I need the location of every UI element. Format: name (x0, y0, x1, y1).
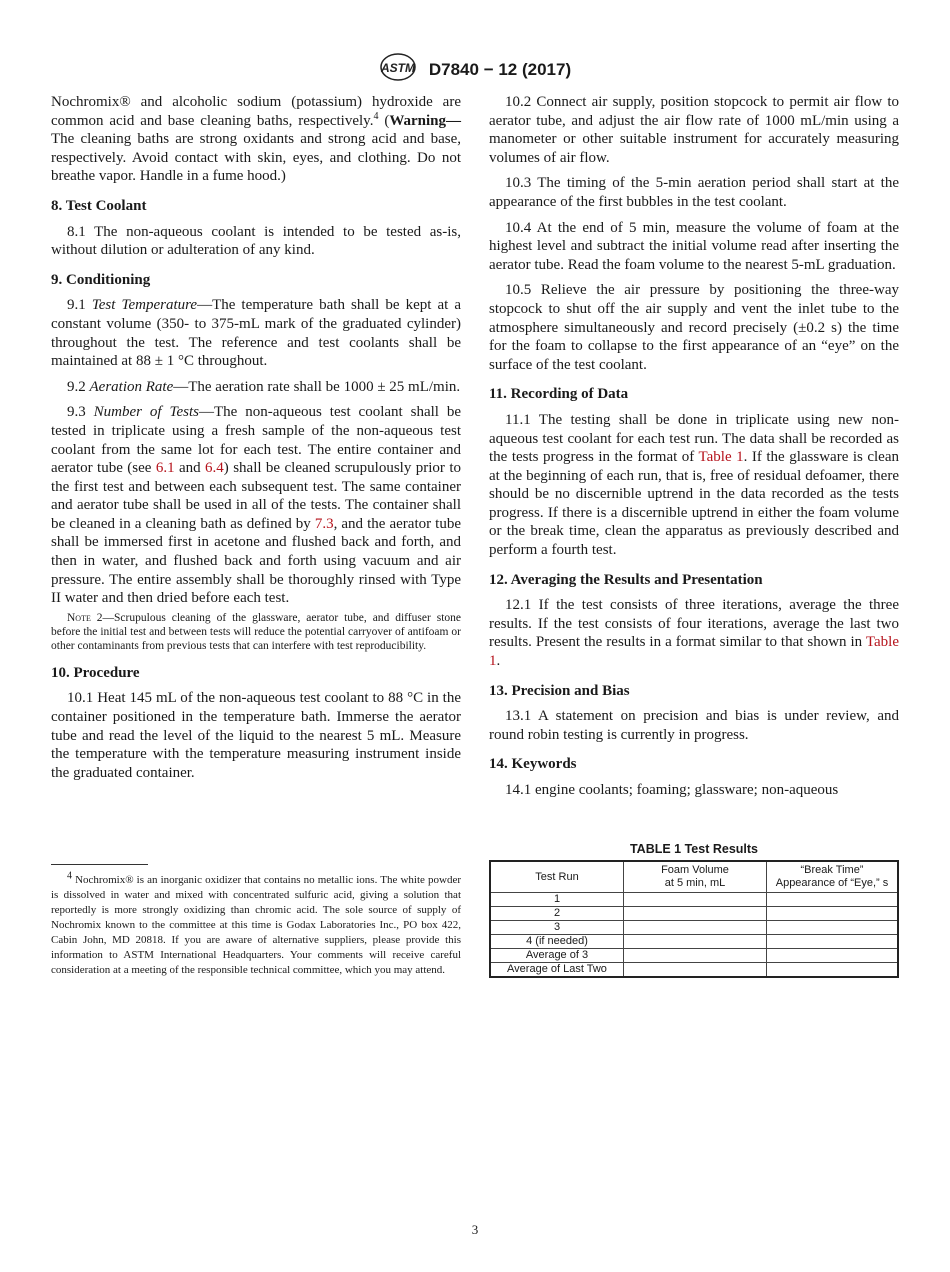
section-heading-8: 8. Test Coolant (51, 197, 147, 214)
table-row: 4 (if needed) (490, 935, 898, 949)
break-time-cell (767, 921, 899, 935)
footnote-divider (51, 864, 148, 865)
link-7-3[interactable]: 7.3 (314, 515, 334, 532)
link-6-4[interactable]: 6.4 (205, 460, 224, 477)
link-table-1[interactable]: Table 1 (698, 449, 744, 466)
foam-volume-cell (624, 893, 767, 907)
section-heading-13: 13. Precision and Bias (489, 682, 630, 699)
break-time-cell (767, 907, 899, 921)
paragraph-10-5: 10.5 Relieve the air pressure by positioning the three-way stopcock to shut off the air supply and vent the inlet tube to the atmosphere simultaneously and record precisely (±0.2 s) the time for the foam to collapse to the first appearance of an “eye” on the surface of the test coolant. (489, 282, 899, 373)
paragraph-9-2: 9.2 Aeration Rate—The aeration rate shall be 1000 ± 25 mL/min. (67, 378, 461, 395)
paragraph-13-1: 13.1 A statement on precision and bias is under review, and round robin testing is currently in progress. (489, 708, 899, 743)
section-heading-14: 14. Keywords (489, 756, 577, 773)
paragraph-9-3: 9.3 Number of Tests—The non-aqueous test coolant shall be tested in triplicate using a fresh sample of the non-aqueous test coolant from the same lot for each test. The entire container and aerator tube (see 6.1 and 6.4) shall be cleaned scrupulously prior to the first test and between each subsequent test. The same container and aerator tube shall be used in all of the tests. The container shall be cleaned in a cleaning bath as defined by 7.3, and the aerator tube shall be immersed first in acetone and flushed back and forth, and then in water, and flushed back and forth using vacuum and air pressure. The entire assembly shall be thoroughly rinsed with Type II water and then dried before each test. (51, 404, 462, 607)
foam-volume-cell (624, 949, 767, 963)
column-header-foam-volume: Foam Volume at 5 min, mL (624, 861, 767, 893)
footnote-marker[interactable]: 4 (373, 110, 379, 122)
section-heading-10: 10. Procedure (51, 664, 140, 681)
table-row: Average of Last Two (490, 963, 898, 978)
test-results-table-block (489, 842, 899, 978)
column-header-break-time: “Break Time” Appearance of “Eye,” s (767, 861, 899, 893)
section-heading-11: 11. Recording of Data (489, 386, 629, 403)
break-time-cell (767, 949, 899, 963)
paragraph-12-1: 12.1 If the test consists of three iterations, average the three results. If the test consists of four iterations, average the last two results. Present the results in a format similar to that shown in Table 1. (489, 597, 899, 670)
left-column (51, 93, 461, 789)
foam-volume-cell (624, 963, 767, 978)
section-heading-12: 12. Averaging the Results and Presentation (489, 571, 763, 588)
intro-paragraph: Nochromix® and alcoholic sodium (potassium) hydroxide are common acid and base cleaning baths, respectively.$^4$ (Warning—The cleaning baths are strong oxidants and strong acid and base, respectively. Avoid contact with skin, eyes, and clothing. Do not breathe vapor. Handle in a fume hood.) (51, 94, 462, 185)
paragraph-10-1: 10.1 Heat 145 mL of the non-aqueous test coolant to 88 °C in the container positioned in the temperature bath. Immerse the aerator tube and read the level of the liquid to the nearest 5 mL. Measure the temperature with the temperature measuring instrument inside the graduated container. (51, 690, 461, 781)
paragraph-10-3: 10.3 The timing of the 5-min aeration period shall start at the appearance of the first bubbles in the test coolant. (489, 175, 899, 210)
paragraph-8-1: 8.1 The non-aqueous coolant is intended to be tested as-is, without dilution or adulteration of any kind. (51, 223, 461, 259)
test-results-table (489, 860, 899, 978)
break-time-cell (767, 935, 899, 949)
table-row: 3 (490, 921, 898, 935)
section-heading-9: 9. Conditioning (51, 271, 151, 288)
paragraph-9-1: 9.1 Test Temperature—The temperature bath shall be kept at a constant volume (350- to 375-mL mark of the graduated cylinder) throughout the test. The reference and test coolants shall be maintained at 88 ± 1 °C throughout. (51, 297, 462, 370)
table-title: TABLE 1 Test Results (629, 842, 759, 856)
foam-volume-cell (624, 935, 767, 949)
note-2: Note 2—Scrupulous cleaning of the glassware, aerator tube, and diffuser stone before the initial test and between tests will reduce the potential carryover of antifoam or other contaminants from previous tests that can interfere with test reproducibility. (51, 611, 461, 652)
right-column (489, 93, 899, 807)
table-row: 2 (490, 907, 898, 921)
page-number: 3 (471, 1222, 479, 1237)
paragraph-10-4: 10.4 At the end of 5 min, measure the volume of foam at the highest level and subtract the initial volume read after inserting the aerator tube. Read the foam volume to the nearest 5-mL graduation. (489, 219, 899, 273)
page-header (0, 52, 950, 87)
foam-volume-cell (624, 907, 767, 921)
paragraph-11-1: 11.1 The testing shall be done in triplicate using new non-aqueous test coolant for each test run. The data shall be recorded as the tests progress in the format of Table 1. If the glassware is clean at the beginning of each run, that is, free of residual defoamer, there should be no discernible uptrend in the data recorded as the tests progress. If there is a discernible uptrend in either the foam volume or the break time, clean the apparatus as previously described and perform a fourth test. (489, 411, 900, 559)
foam-volume-cell (624, 921, 767, 935)
astm-logo-icon (379, 52, 417, 87)
table-row: Average of 3 (490, 949, 898, 963)
paragraph-10-2: 10.2 Connect air supply, position stopcock to permit air flow to aerator tube, and adjust the air flow rate of 1000 mL/min using a manometer or other suitable instrument for accurately measuring volumes of air flow. (489, 94, 899, 166)
link-table-1[interactable]: Table 1 (489, 634, 899, 670)
footnote-4: 4 Nochromix® is an inorganic oxidizer that contains no metallic ions. The white powder is dissolved in water and mixed with concentrated sulfuric acid, giving a solution that reportedly is more strongly oxidizing than chromic acid. The sole source of supply of Nochromix known to the committee at this time is Godax Laboratories Inc., PO box 422, Cabin John, MD 20818. If you are aware of alternative suppliers, please provide this information to ASTM International Headquarters. Your comments will receive careful consideration at a meeting of the responsible technical committee, which you may attend. (51, 870, 461, 976)
svg-text:ASTM: ASTM (380, 61, 415, 75)
paragraph-14-1: 14.1 engine coolants; foaming; glassware; non-aqueous (505, 782, 839, 798)
table-row: 1 (490, 893, 898, 907)
break-time-cell (767, 963, 899, 978)
column-header-test-run: Test Run (490, 861, 624, 893)
document-designation: D7840 − 12 (2017) (428, 59, 572, 79)
break-time-cell (767, 893, 899, 907)
link-6-1[interactable]: 6.1 (155, 460, 175, 477)
